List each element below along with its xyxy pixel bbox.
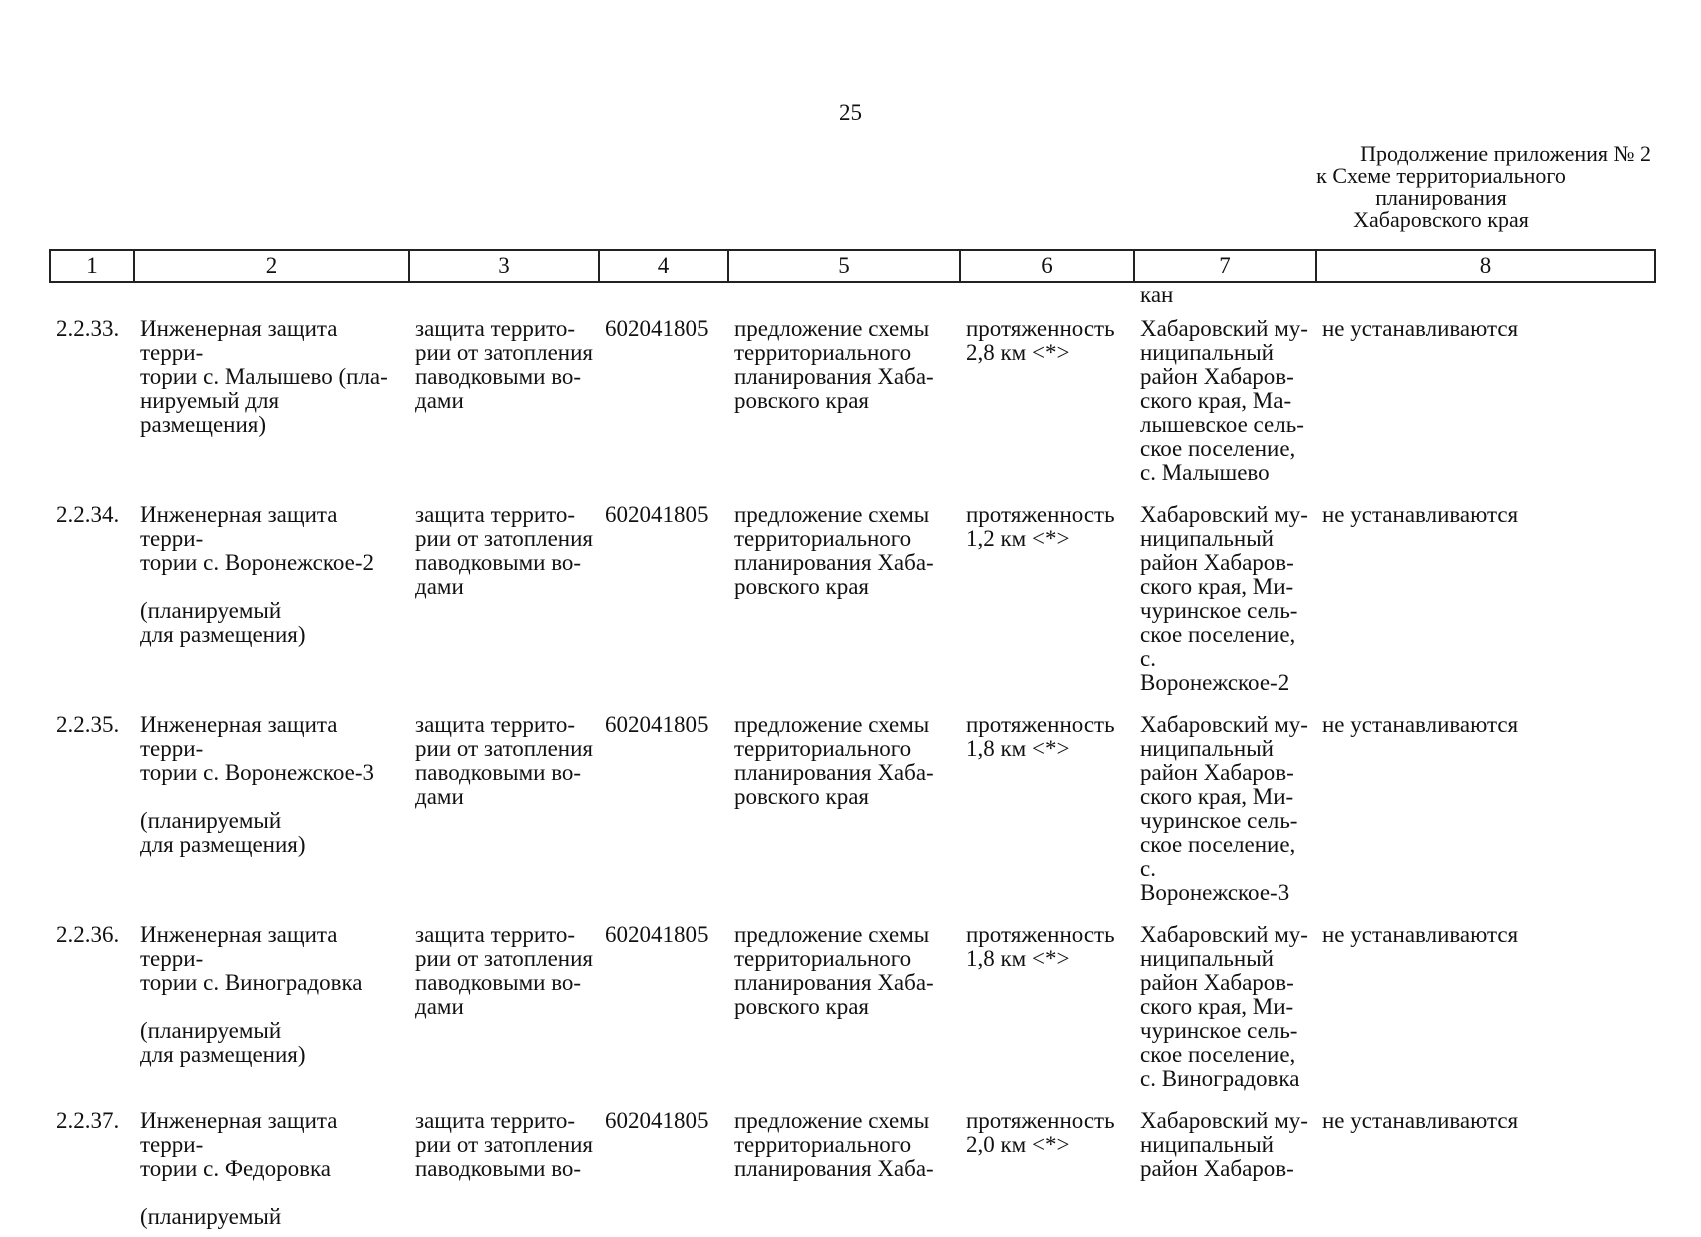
- row-number: 2.2.34.: [56, 502, 120, 527]
- carryover-row: [50, 282, 1655, 307]
- object-name: Инженерная защита терри- тории с. Виноградовка (планируемый для размещения): [140, 922, 363, 1067]
- object-zones: не устанавливаются: [1322, 922, 1519, 947]
- table-row: [50, 913, 1655, 1099]
- object-purpose: защита террито- рии от затопления паводковыми во- дами: [415, 922, 594, 1019]
- table-row: [50, 493, 1655, 703]
- table-row: [50, 703, 1655, 913]
- object-basis: предложение схемы территориального планирования Хаба- ровского края: [734, 712, 934, 809]
- row-number: 2.2.37.: [56, 1108, 120, 1133]
- appendix-header: [1231, 143, 1651, 231]
- object-zones: не устанавливаются: [1322, 1108, 1519, 1133]
- appendix-header-line: планирования: [1375, 185, 1507, 210]
- object-purpose: защита террито- рии от затопления паводковыми во- дами: [415, 712, 594, 809]
- row-number: 2.2.36.: [56, 922, 120, 947]
- object-code: 602041805: [605, 922, 709, 947]
- object-basis: предложение схемы территориального планирования Хаба- ровского края: [734, 502, 934, 599]
- column-number-row: [50, 250, 1655, 282]
- appendix-header-line: Хабаровского края: [1353, 207, 1529, 232]
- column-header: 4: [599, 250, 728, 282]
- object-location: Хабаровский му- ниципальный район Хабаров- ского края, Ми- чуринское сель- ское поселение, с. Воронежское-2: [1140, 502, 1308, 695]
- object-characteristics: протяженность 2,0 км <*>: [966, 1108, 1115, 1157]
- table-row: [50, 307, 1655, 493]
- column-header: 2: [134, 250, 409, 282]
- object-basis: предложение схемы территориального планирования Хаба-: [734, 1108, 934, 1181]
- object-characteristics: протяженность 1,2 км <*>: [966, 502, 1115, 551]
- object-zones: не устанавливаются: [1322, 712, 1519, 737]
- object-location: Хабаровский му- ниципальный район Хабаров- ского края, Ми- чуринское сель- ское поселение, с. Виноградовка: [1140, 922, 1308, 1091]
- object-characteristics: протяженность 2,8 км <*>: [966, 316, 1115, 365]
- object-code: 602041805: [605, 316, 709, 341]
- row-number: 2.2.35.: [56, 712, 120, 737]
- object-code: 602041805: [605, 712, 709, 737]
- object-location: Хабаровский му- ниципальный район Хабаров- ского края, Ми- чуринское сель- ское поселение, с. Воронежское-3: [1140, 712, 1308, 905]
- column-header: 8: [1316, 250, 1655, 282]
- object-location: Хабаровский му- ниципальный район Хабаров-: [1140, 1108, 1308, 1181]
- object-name: Инженерная защита терри- тории с. Малышево (пла- нируемый для размещения): [140, 316, 388, 437]
- object-purpose: защита террито- рии от затопления паводковыми во- дами: [415, 316, 594, 413]
- appendix-header-line: Продолжение приложения № 2: [1360, 141, 1651, 166]
- column-header: 1: [50, 250, 134, 282]
- object-location: Хабаровский му- ниципальный район Хабаров- ского края, Ма- лышевское сель- ское поселение, с. Малышево: [1140, 316, 1308, 485]
- column-header: 6: [960, 250, 1134, 282]
- carryover-text: кан: [1140, 282, 1174, 307]
- object-zones: не устанавливаются: [1322, 316, 1519, 341]
- column-header: 7: [1134, 250, 1316, 282]
- table-row: [50, 1099, 1655, 1237]
- column-header: 3: [409, 250, 599, 282]
- object-characteristics: протяженность 1,8 км <*>: [966, 922, 1115, 971]
- object-basis: предложение схемы территориального планирования Хаба- ровского края: [734, 316, 934, 413]
- object-purpose: защита террито- рии от затопления паводковыми во-: [415, 1108, 594, 1181]
- page-number: 25: [839, 100, 862, 125]
- row-number: 2.2.33.: [56, 316, 120, 341]
- object-name: Инженерная защита терри- тории с. Федоровка (планируемый: [140, 1108, 338, 1229]
- object-code: 602041805: [605, 1108, 709, 1133]
- object-zones: не устанавливаются: [1322, 502, 1519, 527]
- object-basis: предложение схемы территориального планирования Хаба- ровского края: [734, 922, 934, 1019]
- object-name: Инженерная защита терри- тории с. Воронежское-3 (планируемый для размещения): [140, 712, 375, 857]
- objects-table: [49, 249, 1656, 1237]
- appendix-header-line: к Схеме территориального: [1316, 163, 1566, 188]
- object-purpose: защита террито- рии от затопления паводковыми во- дами: [415, 502, 594, 599]
- object-name: Инженерная защита терри- тории с. Воронежское-2 (планируемый для размещения): [140, 502, 375, 647]
- object-characteristics: протяженность 1,8 км <*>: [966, 712, 1115, 761]
- column-header: 5: [728, 250, 960, 282]
- object-code: 602041805: [605, 502, 709, 527]
